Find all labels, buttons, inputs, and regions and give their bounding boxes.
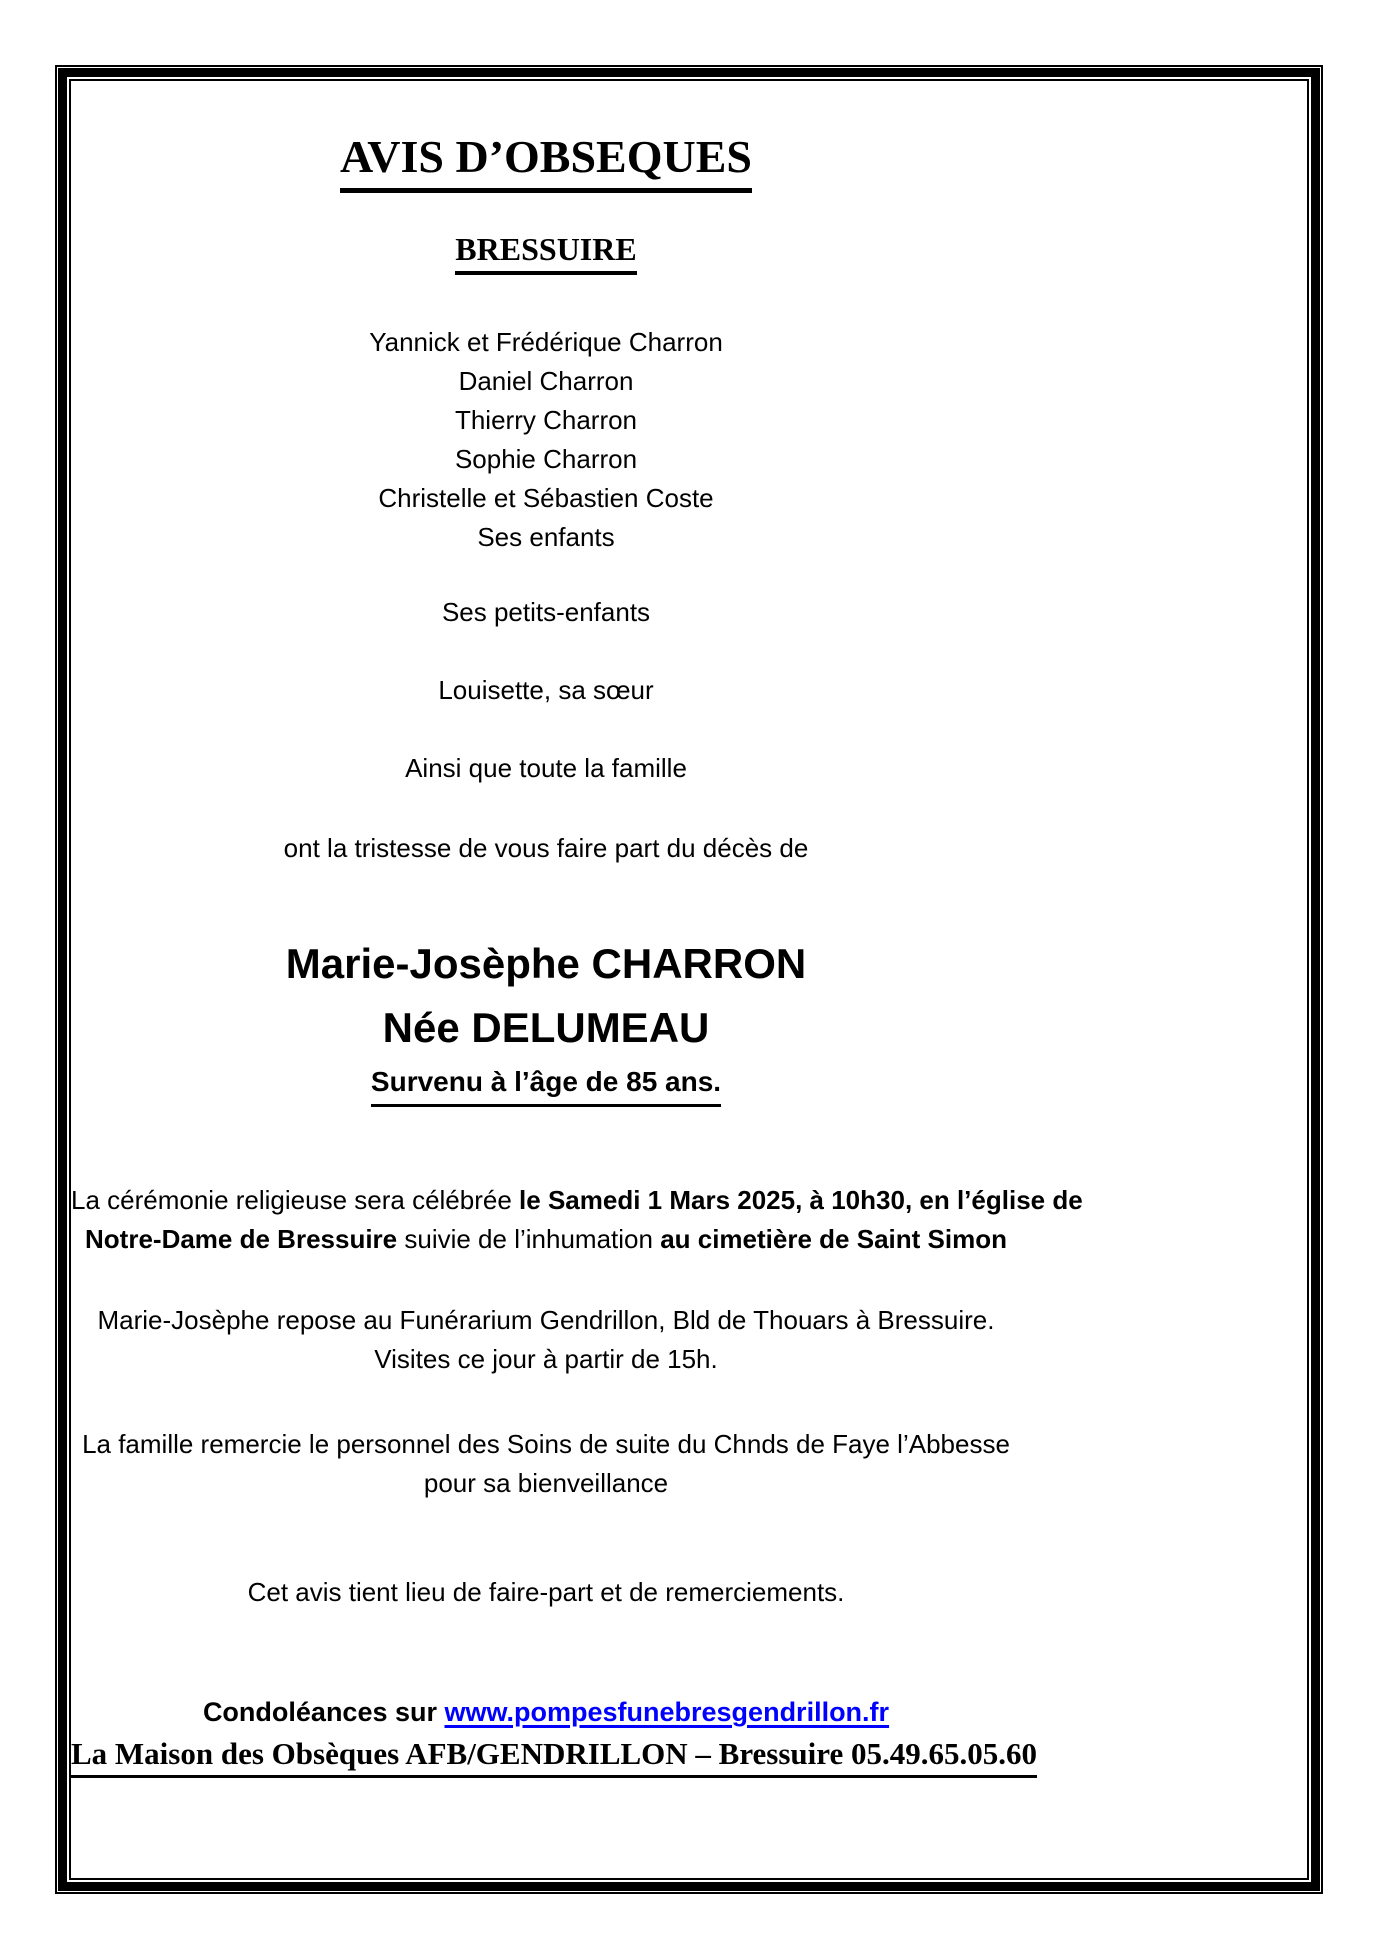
repose-line: Marie-Josèphe repose au Funérarium Gendrillon, Bld de Thouars à Bressuire.: [97, 1305, 995, 1336]
page-border-outer: [55, 65, 1323, 1894]
ceremony-text: La cérémonie religieuse sera célébrée: [71, 1185, 520, 1216]
family-name-line: Christelle et Sébastien Coste: [378, 483, 714, 514]
funeral-home-text: La Maison des Obsèques AFB/GENDRILLON – Bressuire 05.49.65.05.60: [71, 1734, 1037, 1778]
age-line: [71, 1062, 1021, 1107]
deceased-maiden-name: Née DELUMEAU: [382, 1004, 710, 1052]
visits-line: Visites ce jour à partir de 15h.: [374, 1344, 718, 1375]
repose-block: [71, 1301, 1021, 1379]
ceremony-church: Notre-Dame de Bressuire: [85, 1224, 398, 1255]
condolences-line: [71, 1692, 1021, 1732]
family-name-line: Daniel Charron: [458, 366, 634, 397]
children-line: Ses enfants: [477, 522, 615, 553]
sister-line: Louisette, sa sœur: [438, 675, 654, 706]
ceremony-text: suivie de l’inhumation: [397, 1224, 661, 1255]
ceremony-line-1: [71, 1181, 1083, 1220]
thanks-block: [71, 1425, 1021, 1503]
city-title-text: BRESSUIRE: [455, 231, 636, 275]
whole-family-line: Ainsi que toute la famille: [405, 753, 687, 784]
page-title: [71, 129, 1021, 193]
page-title-text: AVIS D’OBSEQUES: [340, 129, 752, 193]
city-title: [71, 231, 1021, 275]
family-name-line: Yannick et Frédérique Charron: [369, 327, 723, 358]
deceased-name: Marie-Josèphe CHARRON: [285, 940, 807, 988]
page-border-middle: [58, 68, 1320, 1891]
family-name-line: Thierry Charron: [454, 405, 638, 436]
family-names-block: [71, 323, 1021, 557]
thanks-line: La famille remercie le personnel des Soins de suite du Chnds de Faye l’Abbesse: [82, 1429, 1010, 1460]
notice-content: [71, 81, 1083, 1778]
ceremony-date-church: le Samedi 1 Mars 2025, à 10h30, en l’église de: [519, 1185, 1083, 1216]
condolences-prefix: Condoléances sur: [202, 1697, 445, 1728]
announcement-line: ont la tristesse de vous faire part du décès de: [283, 833, 809, 864]
ceremony-cemetery: au cimetière de Saint Simon: [660, 1224, 1007, 1255]
family-name-line: Sophie Charron: [454, 444, 638, 475]
page-border-inner: [69, 79, 1309, 1880]
grandchildren-line: Ses petits-enfants: [441, 597, 651, 628]
ceremony-line-2: [71, 1220, 1021, 1259]
age-line-text: Survenu à l’âge de 85 ans.: [371, 1062, 721, 1107]
closing-line: Cet avis tient lieu de faire-part et de remerciements.: [247, 1577, 845, 1608]
thanks-line: pour sa bienveillance: [423, 1468, 669, 1499]
deceased-name-block: [71, 932, 1021, 1060]
ceremony-paragraph: [71, 1181, 1083, 1259]
website-link[interactable]: www.pompesfunebresgendrillon.fr: [444, 1697, 890, 1728]
funeral-home-line: [71, 1734, 1037, 1778]
